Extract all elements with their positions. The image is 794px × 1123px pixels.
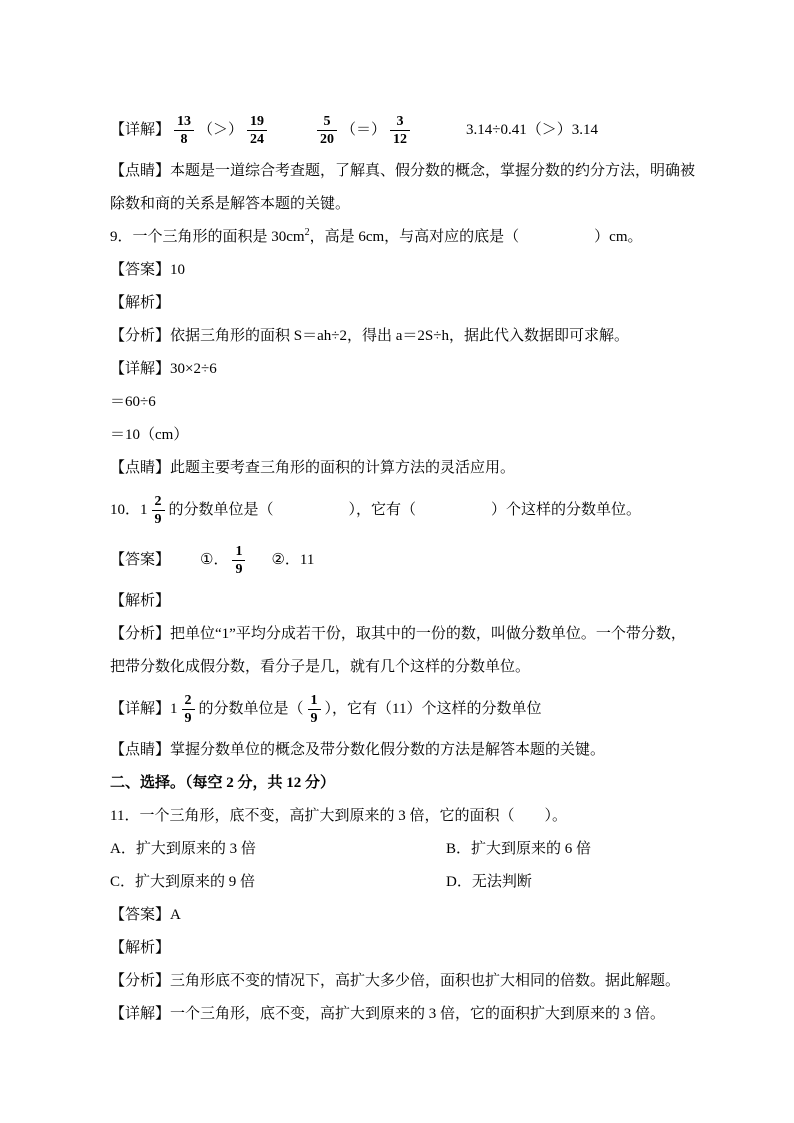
q10-analysis-line1: 【分析】把单位“1”平均分成若干份，取其中的一份的数，叫做分数单位。一个带分数， <box>110 626 686 642</box>
fraction-numerator: 3 <box>396 113 404 129</box>
q9-question-post: ，高是 6cm，与高对应的底是（ ）cm。 <box>309 229 643 245</box>
fraction-denominator: 9 <box>308 709 321 726</box>
fraction-denominator: 24 <box>247 130 267 147</box>
q8-detail-line <box>110 105 710 155</box>
fraction-denominator: 9 <box>152 510 165 527</box>
q11-detail: 【详解】一个三角形，底不变，高扩大到原来的 3 倍，它的面积扩大到原来的 3 倍。 <box>110 1006 666 1022</box>
fraction-denominator: 9 <box>232 560 245 577</box>
fraction-13-8 <box>174 114 194 148</box>
q10-question <box>110 485 710 535</box>
fraction-numerator: 2 <box>154 493 162 509</box>
q11-question: 11．一个三角形，底不变，高扩大到原来的 3 倍，它的面积（ ）。 <box>110 808 567 824</box>
fraction-2-9 <box>152 494 165 528</box>
fraction-numerator: 5 <box>323 113 331 129</box>
q11-options-row-1 <box>110 833 710 866</box>
fraction-denominator: 8 <box>174 130 194 147</box>
fraction-3-12 <box>390 114 410 148</box>
q9-question <box>110 221 710 254</box>
answer-item-1-label: ①． <box>200 552 229 568</box>
decimal-comparison: 3.14÷0.41（＞）3.14 <box>466 122 599 138</box>
q10-detail-post: ），它有（11）个这样的分数单位 <box>324 701 542 717</box>
q11-options-row-2 <box>110 866 710 899</box>
q9-analysis-label: 【解析】 <box>110 295 171 311</box>
option-a: A．扩大到原来的 3 倍 <box>110 841 256 857</box>
q8-note-line1: 【点睛】本题是一道综合考查题，了解真、假分数的概念，掌握分数的约分方法，明确被 <box>110 163 696 179</box>
fraction-numerator: 13 <box>177 113 192 129</box>
detail-label: 【详解】 <box>110 122 171 138</box>
q9-analysis: 【分析】依据三角形的面积 S＝ah÷2，得出 a＝2S÷h，据此代入数据即可求解。 <box>110 328 629 344</box>
q10-detail <box>110 684 710 734</box>
q11-answer: 【答案】A <box>110 907 181 923</box>
fraction-numerator: 2 <box>184 692 192 708</box>
answer-item-2: ②．11 <box>271 552 315 568</box>
option-b: B．扩大到原来的 6 倍 <box>446 841 592 857</box>
fraction-numerator: 1 <box>310 692 318 708</box>
fraction-19-24 <box>247 114 267 148</box>
q10-analysis-line2: 把带分数化成假分数，看分子是几，就有几个这样的分数单位。 <box>110 659 531 675</box>
q9-question-pre: 9．一个三角形的面积是 30cm <box>110 229 305 245</box>
q9-detail-step3: ＝10（cm） <box>110 427 189 443</box>
superscript-2: 2 <box>304 227 310 238</box>
q11-analysis-label: 【解析】 <box>110 940 171 956</box>
fraction-denominator: 9 <box>182 709 195 726</box>
fraction-numerator: 19 <box>250 113 265 129</box>
answer-label: 【答案】 <box>110 552 171 568</box>
option-d: D．无法判断 <box>446 874 532 890</box>
fraction-5-20 <box>317 114 337 148</box>
q9-answer: 【答案】10 <box>110 262 186 278</box>
fraction-2-9 <box>182 693 195 727</box>
option-c: C．扩大到原来的 9 倍 <box>110 874 256 890</box>
fraction-denominator: 20 <box>317 130 337 147</box>
comparison-sign: （＝） <box>341 122 387 138</box>
q9-note: 【点睛】此题主要考查三角形的面积的计算方法的灵活应用。 <box>110 460 516 476</box>
fraction-denominator: 12 <box>390 130 410 147</box>
q10-detail-mid: 的分数单位是（ <box>198 701 304 717</box>
section-heading: 二、选择。（每空 2 分，共 12 分） <box>110 775 336 791</box>
fraction-1-9 <box>308 693 321 727</box>
comparison-sign: （＞） <box>198 122 244 138</box>
q10-answer <box>110 535 710 585</box>
q10-note: 【点睛】掌握分数单位的概念及带分数化假分数的方法是解答本题的关键。 <box>110 742 606 758</box>
q10-analysis-label: 【解析】 <box>110 593 171 609</box>
q10-question-pre: 10．1 <box>110 502 148 518</box>
fraction-numerator: 1 <box>235 543 243 559</box>
q10-detail-pre: 【详解】1 <box>110 701 178 717</box>
q9-detail-step1: 【详解】30×2÷6 <box>110 361 217 377</box>
fraction-1-9 <box>232 544 245 578</box>
q8-note-line2: 除数和商的关系是解答本题的关键。 <box>110 196 351 212</box>
q11-analysis: 【分析】三角形底不变的情况下，高扩大多少倍，面积也扩大相同的倍数。据此解题。 <box>110 973 681 989</box>
q9-detail-step2: ＝60÷6 <box>110 394 156 410</box>
q10-question-post: 的分数单位是（ ），它有（ ）个这样的分数单位。 <box>168 502 642 518</box>
document-content <box>110 105 710 1031</box>
